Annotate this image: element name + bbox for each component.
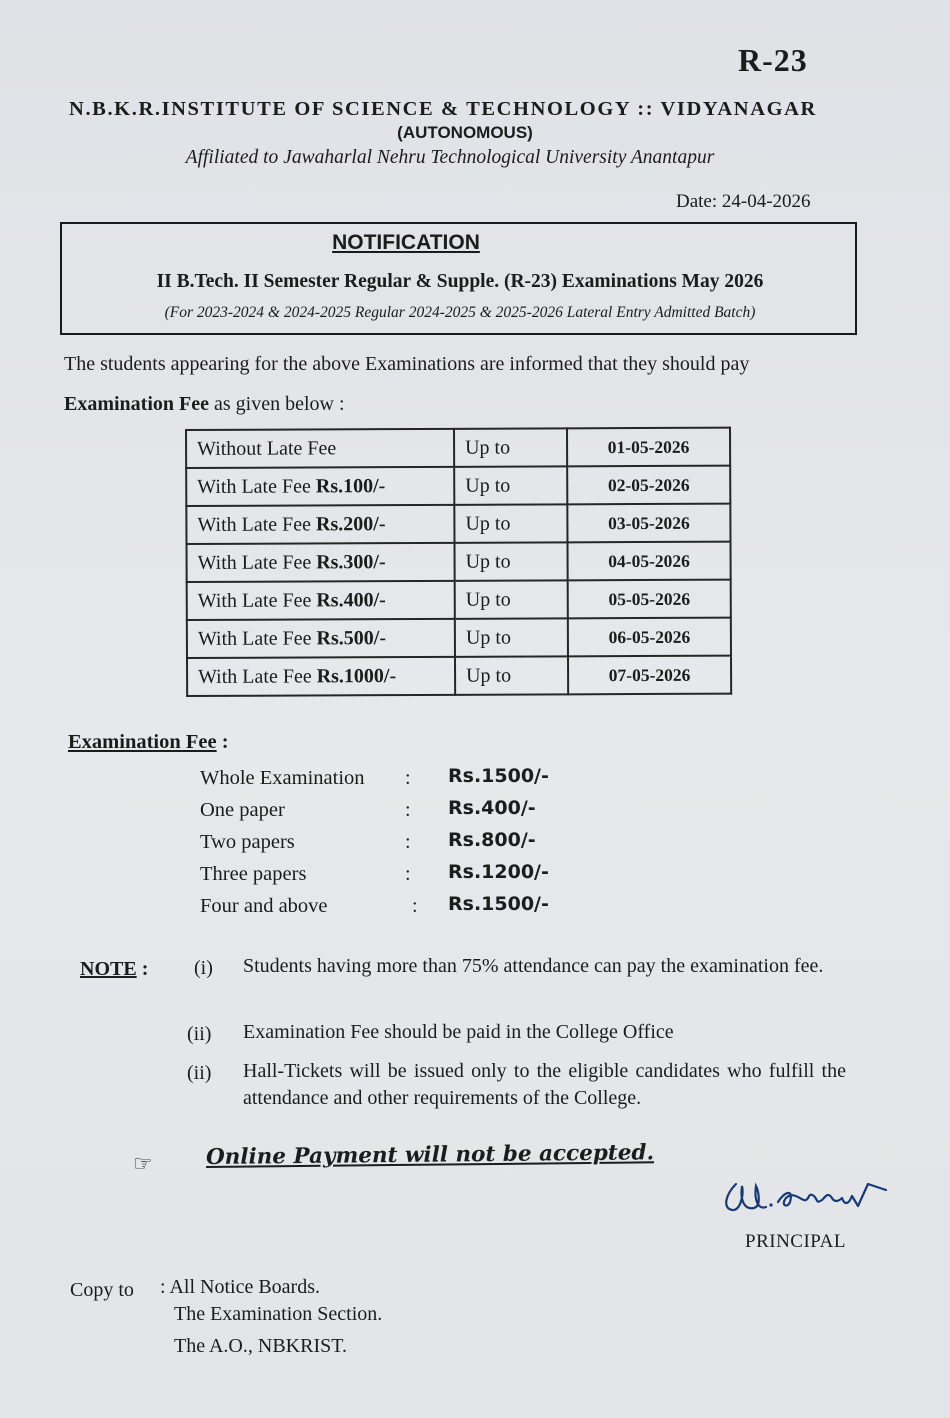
- note-label: NOTE :: [80, 958, 149, 980]
- upto-cell: Up to: [455, 656, 568, 694]
- fee-item-amount: Rs.1500/-: [448, 765, 549, 787]
- fee-prefix: With Late Fee: [197, 550, 317, 574]
- fee-amount: Rs.300/-: [316, 550, 386, 573]
- fee-description: [186, 505, 454, 544]
- fee-prefix: With Late Fee: [197, 588, 317, 612]
- deadline-date: 02-05-2026: [567, 466, 730, 505]
- late-fee-row: [187, 580, 731, 620]
- fee-prefix: With Late Fee: [198, 664, 317, 688]
- late-fee-row: [187, 618, 731, 658]
- copy-to-item: The A.O., NBKRIST.: [174, 1335, 347, 1357]
- fee-amount: Rs.200/-: [315, 512, 386, 535]
- autonomous-label: (AUTONOMOUS): [397, 123, 533, 142]
- intro-bold: Examination Fee: [64, 393, 209, 415]
- fee-amount: Rs.100/-: [315, 474, 386, 497]
- exam-title: II B.Tech. II Semester Regular & Supple. (R-23) Examinations May 2026: [156, 271, 764, 292]
- late-fee-row: [187, 656, 731, 696]
- fee-item-colon: :: [405, 799, 411, 821]
- fee-item-label: Two papers: [200, 831, 295, 853]
- fee-prefix: Without Late Fee: [197, 436, 337, 460]
- fee-item-label: Four and above: [200, 895, 328, 917]
- fee-description: [187, 543, 455, 582]
- intro-rest: as given below :: [209, 393, 345, 415]
- fee-amount: Rs.1000/-: [316, 664, 397, 687]
- fee-item-label: One paper: [200, 799, 285, 821]
- late-fee-row: [187, 542, 731, 582]
- late-fee-row: [186, 466, 730, 506]
- fee-prefix: With Late Fee: [197, 474, 316, 498]
- upto-cell: Up to: [454, 504, 567, 542]
- fee-amount: Rs.500/-: [316, 626, 387, 649]
- deadline-date: 07-05-2026: [568, 656, 731, 695]
- institute-name: N.B.K.R.INSTITUTE OF SCIENCE & TECHNOLOGY :: VIDYANAGAR: [69, 98, 817, 120]
- fee-prefix: With Late Fee: [197, 512, 317, 536]
- fee-item-amount: Rs.800/-: [448, 829, 536, 851]
- fee-description: [186, 467, 454, 506]
- upto-cell: Up to: [455, 618, 568, 656]
- note-item-number: (i): [194, 957, 213, 979]
- deadline-date: 03-05-2026: [567, 504, 730, 543]
- fee-description: [187, 581, 455, 620]
- notice-date: Date: 24-04-2026: [676, 191, 811, 212]
- copy-to-item: : All Notice Boards.: [160, 1276, 320, 1298]
- deadline-date: 06-05-2026: [568, 618, 731, 657]
- principal-signature: [718, 1172, 888, 1220]
- fee-item-amount: Rs.1200/-: [448, 861, 549, 883]
- late-fee-row: [186, 428, 730, 468]
- fee-item-label: Three papers: [200, 863, 307, 885]
- upto-cell: Up to: [454, 466, 567, 504]
- affiliation-line: Affiliated to Jawaharlal Nehru Technological University Anantapur: [185, 147, 715, 168]
- fee-description: [186, 429, 454, 468]
- intro-line-2: [64, 393, 345, 416]
- copy-to-item: The Examination Section.: [174, 1303, 383, 1325]
- fee-item-colon: :: [405, 767, 411, 789]
- note-item-text: Students having more than 75% attendance can pay the examination fee.: [243, 955, 824, 977]
- note-item-number: (ii): [187, 1062, 212, 1084]
- copy-to-label: Copy to: [70, 1279, 134, 1301]
- intro-line-1: The students appearing for the above Examinations are informed that they should pay: [64, 353, 750, 375]
- exam-fee-heading: Examination Fee :: [68, 731, 229, 753]
- fee-description: [187, 657, 455, 696]
- fee-item-colon: :: [412, 895, 418, 917]
- fee-prefix: With Late Fee: [197, 626, 317, 650]
- fee-amount: Rs.400/-: [316, 588, 386, 611]
- fee-description: [187, 619, 455, 658]
- online-payment-notice: Online Payment will not be accepted.: [205, 1140, 655, 1170]
- notification-title: NOTIFICATION: [332, 231, 480, 254]
- note-item-text: Examination Fee should be paid in the College Office: [243, 1021, 674, 1043]
- fee-item-amount: Rs.400/-: [448, 797, 536, 819]
- pointing-hand-icon: ☞: [133, 1151, 153, 1176]
- upto-cell: Up to: [455, 580, 568, 618]
- deadline-date: 04-05-2026: [567, 542, 730, 581]
- deadline-date: 05-05-2026: [568, 580, 731, 619]
- regulation-code: R-23: [738, 42, 808, 78]
- principal-label: PRINCIPAL: [745, 1231, 846, 1252]
- fee-item-label: Whole Examination: [200, 767, 365, 789]
- note-item-text: Hall-Tickets will be issued only to the eligible candidates who fulfill the attendance and other requirements of the College.: [243, 1060, 846, 1109]
- fee-item-colon: :: [405, 831, 411, 853]
- fee-item-amount: Rs.1500/-: [448, 893, 549, 915]
- upto-cell: Up to: [454, 542, 567, 580]
- deadline-date: 01-05-2026: [567, 428, 730, 467]
- fee-item-colon: :: [405, 863, 411, 885]
- late-fee-table: [185, 427, 732, 697]
- upto-cell: Up to: [454, 428, 567, 466]
- note-item-number: (ii): [187, 1023, 212, 1045]
- late-fee-row: [186, 504, 730, 544]
- batch-info: (For 2023-2024 & 2024-2025 Regular 2024-2025 & 2025-2026 Lateral Entry Admitted Batch): [164, 304, 756, 321]
